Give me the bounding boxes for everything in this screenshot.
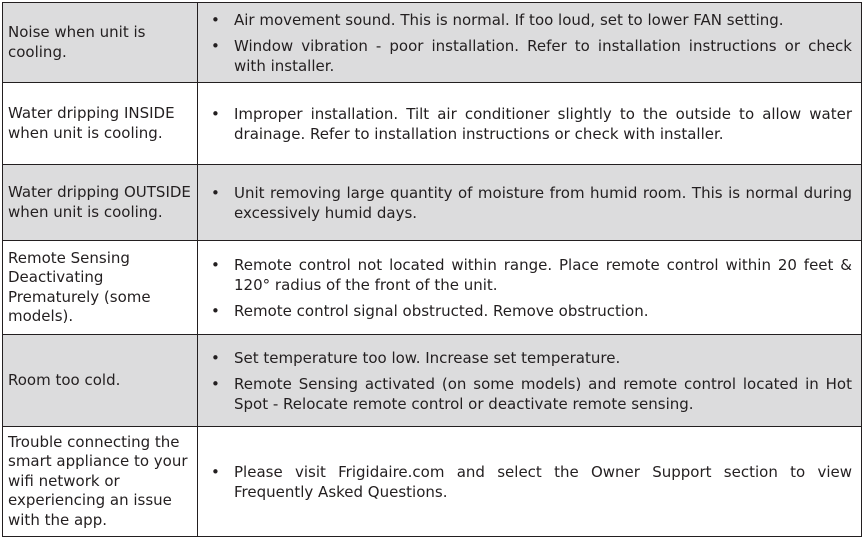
cause-item: • Remote control signal obstructed. Remove obstruction.: [211, 301, 649, 320]
table-row: [3, 3, 862, 83]
bullet-icon: •: [211, 374, 220, 393]
bullet-icon: •: [211, 301, 220, 320]
cause-item: • Window vibration - poor installation. Refer to installation instructions or check with installer.: [211, 36, 852, 75]
cause-list: [198, 10, 852, 76]
problem-cell: Water dripping INSIDE when unit is cooling.: [3, 83, 198, 165]
troubleshooting-table: [2, 2, 862, 537]
solution-cell: [198, 83, 862, 165]
solution-cell: [198, 241, 862, 335]
cause-item: • Air movement sound. This is normal. If too loud, set to lower FAN setting.: [211, 10, 784, 29]
bullet-icon: •: [211, 183, 220, 202]
bullet-icon: •: [211, 255, 220, 274]
solution-cell: [198, 165, 862, 241]
cause-list: [198, 104, 852, 144]
table-row: [3, 241, 862, 335]
solution-cell: [198, 335, 862, 427]
table-row: [3, 427, 862, 537]
bullet-icon: •: [211, 36, 220, 55]
bullet-icon: •: [211, 348, 220, 367]
table-row: [3, 165, 862, 241]
cause-list: [198, 348, 852, 414]
problem-cell: Noise when unit is cooling.: [3, 3, 198, 83]
problem-cell: Room too cold.: [3, 335, 198, 427]
bullet-icon: •: [211, 462, 220, 481]
bullet-icon: •: [211, 104, 220, 123]
cause-item: • Please visit Frigidaire.com and select the Owner Support section to view Frequently Asked Questions.: [211, 462, 852, 501]
problem-cell: Remote Sensing Deactivating Prematurely (some models).: [3, 241, 198, 335]
table-row: [3, 335, 862, 427]
cause-item: • Remote control not located within range. Place remote control within 20 feet & 120° radius of the front of the unit.: [211, 255, 852, 294]
problem-cell: Trouble connecting the smart appliance to your wifi network or experiencing an issue with the app.: [3, 427, 198, 537]
cause-item: • Unit removing large quantity of moisture from humid room. This is normal during excessively humid days.: [211, 183, 852, 222]
cause-list: [198, 255, 852, 321]
table-row: [3, 83, 862, 165]
solution-cell: [198, 3, 862, 83]
cause-list: [198, 462, 852, 502]
cause-item: • Remote Sensing activated (on some models) and remote control located in Hot Spot - Relocate remote control or deactivate remote sensing.: [211, 374, 852, 413]
problem-cell: Water dripping OUTSIDE when unit is cooling.: [3, 165, 198, 241]
cause-item: • Improper installation. Tilt air conditioner slightly to the outside to allow water drainage. Refer to installation instructions or check with installer.: [211, 104, 852, 143]
cause-item: • Set temperature too low. Increase set temperature.: [211, 348, 621, 367]
cause-list: [198, 183, 852, 223]
solution-cell: [198, 427, 862, 537]
bullet-icon: •: [211, 10, 220, 29]
